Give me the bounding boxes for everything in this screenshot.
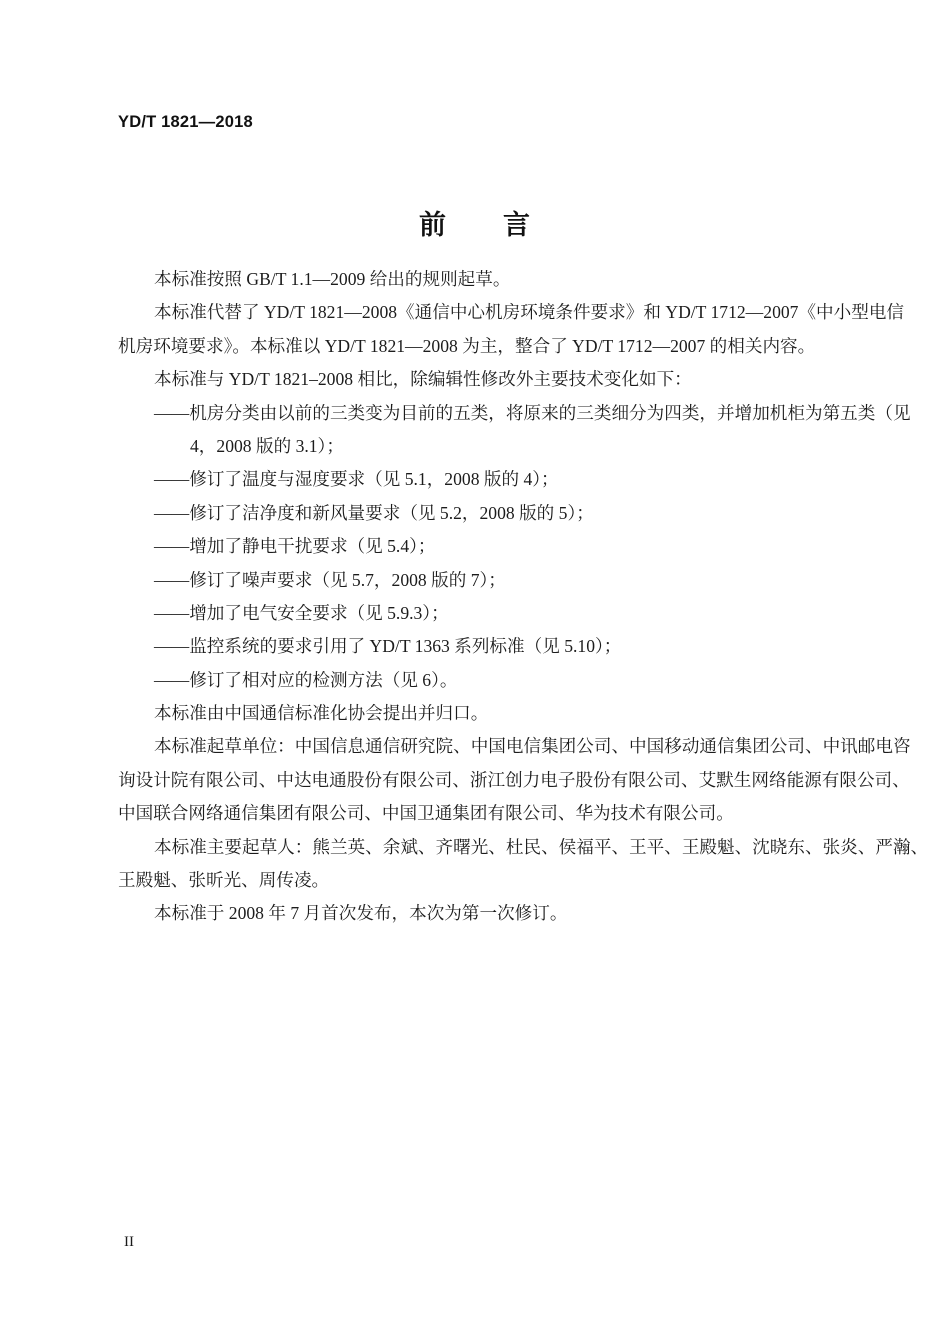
body-line: 本标准于 2008 年 7 月首次发布，本次为第一次修订。 <box>154 903 568 924</box>
body-line: 王殿魁、张昕光、周传凌。 <box>118 870 330 891</box>
body-line: ——增加了电气安全要求（见 5.9.3）； <box>154 602 449 623</box>
body-line: 询设计院有限公司、中达电通股份有限公司、浙江创力电子股份有限公司、艾默生网络能源有限公司、 <box>118 769 910 790</box>
body-line: ——机房分类由以前的三类变为目前的五类，将原来的三类细分为四类，并增加机柜为第五类（见 <box>154 402 911 423</box>
page-title: 前 言 <box>419 210 531 241</box>
body-line: 本标准与 YD/T 1821–2008 相比，除编辑性修改外主要技术变化如下： <box>154 369 692 390</box>
page-number: II <box>124 1234 134 1250</box>
running-header-standard-number: YD/T 1821—2018 <box>118 113 253 131</box>
body-line: 本标准由中国通信标准化协会提出并归口。 <box>154 703 489 724</box>
body-line: 本标准主要起草人：熊兰英、余斌、齐曙光、杜民、侯福平、王平、王殿魁、沈晓东、张炎、严瀚、 <box>154 836 929 857</box>
body-line: 本标准按照 GB/T 1.1—2009 给出的规则起草。 <box>154 269 511 289</box>
body-line: 机房环境要求》。本标准以 YD/T 1821—2008 为主，整合了 YD/T 1712—2007 的相关内容。 <box>118 335 816 356</box>
foreword-body <box>118 263 929 931</box>
body-line: ——增加了静电干扰要求（见 5.4）； <box>154 536 436 557</box>
body-line: ——修订了温度与湿度要求（见 5.1，2008 版的 4）； <box>154 469 559 490</box>
body-line: 本标准代替了 YD/T 1821—2008《通信中心机房环境条件要求》和 YD/T 1712—2007《中小型电信 <box>154 302 905 323</box>
body-line: ——修订了相对应的检测方法（见 6）。 <box>154 669 458 690</box>
body-line: ——监控系统的要求引用了 YD/T 1363 系列标准（见 5.10）； <box>154 636 622 657</box>
body-line: 本标准起草单位：中国信息通信研究院、中国电信集团公司、中国移动通信集团公司、中讯邮电咨 <box>154 736 911 757</box>
body-line: 4，2008 版的 3.1）； <box>190 435 344 456</box>
body-line: ——修订了洁净度和新风量要求（见 5.2，2008 版的 5）； <box>154 502 594 523</box>
body-line: ——修订了噪声要求（见 5.7，2008 版的 7）； <box>154 569 506 590</box>
body-line: 中国联合网络通信集团有限公司、中国卫通集团有限公司、华为技术有限公司。 <box>118 803 734 824</box>
